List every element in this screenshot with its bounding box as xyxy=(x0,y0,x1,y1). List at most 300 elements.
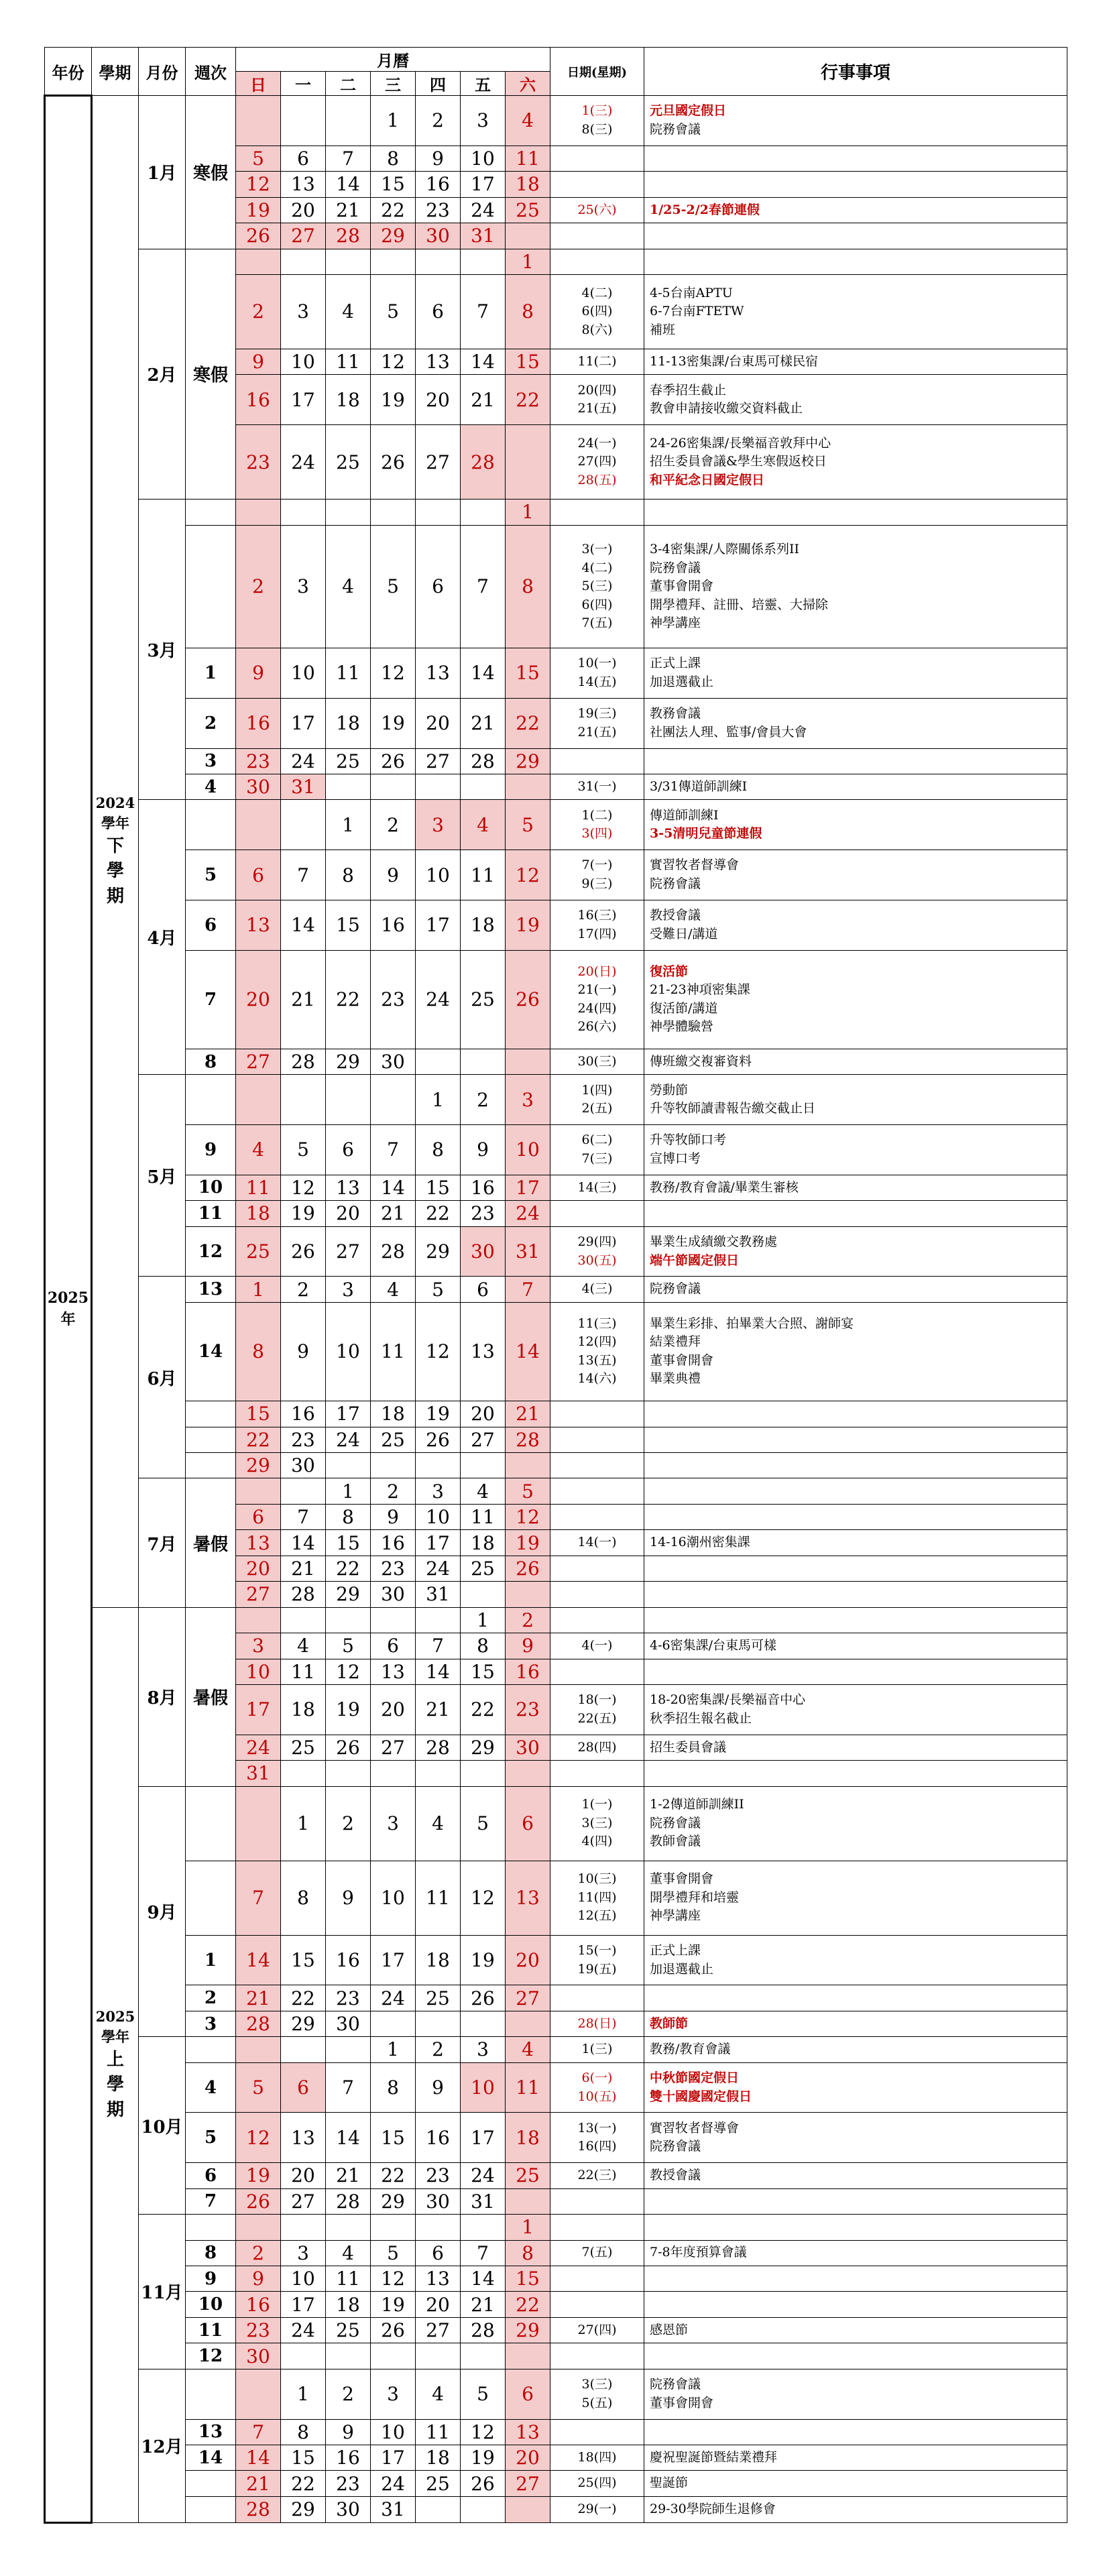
event-cell xyxy=(644,2471,1067,2496)
day-cell xyxy=(236,2215,281,2240)
event-date: 14(一) xyxy=(577,1535,617,1550)
event-date: 25(六) xyxy=(577,202,617,217)
event-date: 16(四) xyxy=(577,2139,617,2154)
week-cell xyxy=(186,1075,236,1125)
event-cell xyxy=(644,145,1067,171)
day-cell: 31 xyxy=(461,223,506,249)
event-date: 2(五) xyxy=(581,1101,613,1116)
event-text: 院務會議 xyxy=(650,2139,701,2154)
day-cell xyxy=(506,774,550,799)
day-cell: 3 xyxy=(236,1633,281,1659)
day-cell: 22 xyxy=(506,375,550,425)
event-cell xyxy=(644,1685,1067,1735)
day-cell: 17 xyxy=(461,2113,506,2163)
calendar-row xyxy=(45,1125,1067,1175)
day-cell: 31 xyxy=(236,1761,281,1786)
day-cell: 3 xyxy=(461,96,506,146)
event-text: 院務會議 xyxy=(650,121,701,137)
term-label-line: 學年 xyxy=(101,2028,129,2046)
event-text: 院務會議 xyxy=(650,2377,701,2392)
date-cell xyxy=(550,2163,644,2188)
event-date: 1(一) xyxy=(581,1797,613,1812)
day-cell: 30 xyxy=(416,223,461,249)
event-date: 3(三) xyxy=(581,2377,613,2392)
day-cell: 18 xyxy=(506,2113,550,2163)
event-text: 教會申請接收繳交資料截止 xyxy=(650,401,803,416)
day-cell: 3 xyxy=(371,2369,416,2419)
event-cell xyxy=(644,1735,1067,1760)
day-cell: 8 xyxy=(281,1861,326,1935)
day-cell: 11 xyxy=(236,1175,281,1200)
day-cell: 14 xyxy=(506,1302,550,1401)
event-date: 14(三) xyxy=(577,1179,617,1195)
day-cell: 1 xyxy=(326,1478,371,1504)
day-cell: 15 xyxy=(281,1935,326,1985)
day-cell: 17 xyxy=(281,698,326,748)
day-cell: 12 xyxy=(461,1861,506,1935)
day-cell: 5 xyxy=(371,274,416,349)
date-cell xyxy=(550,1786,644,1861)
day-cell: 23 xyxy=(416,2163,461,2188)
day-cell xyxy=(371,249,416,274)
day-cell xyxy=(461,500,506,525)
day-cell xyxy=(371,1607,416,1633)
day-cell xyxy=(416,1761,461,1786)
day-cell: 2 xyxy=(371,1478,416,1504)
day-cell: 9 xyxy=(236,349,281,374)
day-cell xyxy=(416,1452,461,1478)
day-cell: 10 xyxy=(461,2062,506,2113)
week-cell: 8 xyxy=(186,2240,236,2266)
day-cell: 14 xyxy=(326,2113,371,2163)
event-text: 招生委員會議 xyxy=(650,1739,727,1755)
day-cell: 18 xyxy=(326,698,371,748)
week-cell: 14 xyxy=(186,2445,236,2470)
day-cell: 20 xyxy=(416,375,461,425)
day-cell: 28 xyxy=(371,1226,416,1277)
calendar-header: 月曆 xyxy=(236,48,550,72)
day-cell: 4 xyxy=(281,1633,326,1659)
day-cell: 24 xyxy=(281,425,326,500)
term-label-line: 學年 xyxy=(101,815,129,832)
event-date: 14(五) xyxy=(577,674,617,689)
day-cell: 8 xyxy=(506,274,550,349)
day-cell: 28 xyxy=(416,1735,461,1760)
day-cell: 20 xyxy=(236,950,281,1049)
day-cell: 29 xyxy=(326,1582,371,1607)
day-cell: 12 xyxy=(371,349,416,374)
event-text: 院務會議 xyxy=(650,1281,701,1297)
day-cell: 14 xyxy=(461,349,506,374)
day-cell: 29 xyxy=(416,1226,461,1277)
day-cell xyxy=(281,800,326,850)
date-cell xyxy=(550,950,644,1049)
event-cell xyxy=(644,525,1067,648)
day-cell: 10 xyxy=(416,1504,461,1529)
day-cell xyxy=(416,774,461,799)
calendar-row xyxy=(45,774,1067,799)
event-text: 教授會議 xyxy=(650,908,701,923)
day-cell: 1 xyxy=(506,2215,550,2240)
term-label-line: 下 xyxy=(106,835,124,856)
day-cell: 10 xyxy=(416,850,461,900)
day-cell: 24 xyxy=(371,2471,416,2496)
event-date: 8(三) xyxy=(581,121,613,137)
day-cell: 20 xyxy=(371,1685,416,1735)
day-cell: 26 xyxy=(281,1226,326,1277)
day-cell: 16 xyxy=(236,698,281,748)
date-cell xyxy=(550,1277,644,1302)
day-cell: 11 xyxy=(416,2419,461,2445)
date-cell xyxy=(550,1735,644,1760)
calendar-row xyxy=(45,2215,1067,2240)
day-cell: 23 xyxy=(506,1685,550,1735)
week-cell: 6 xyxy=(186,2163,236,2188)
day-cell xyxy=(416,2215,461,2240)
day-cell: 27 xyxy=(281,223,326,249)
event-text: 院務會議 xyxy=(650,560,701,575)
day-cell: 22 xyxy=(371,197,416,223)
day-cell: 9 xyxy=(236,2266,281,2291)
day-cell: 5 xyxy=(236,145,281,171)
event-date: 17(四) xyxy=(577,926,617,941)
year-cell xyxy=(45,96,92,2523)
term-label-line: 學 xyxy=(106,861,124,882)
day-cell: 20 xyxy=(461,1401,506,1427)
weekday-header: 三 xyxy=(371,72,416,96)
day-cell: 23 xyxy=(236,2317,281,2343)
term-label-line: 2025 xyxy=(95,2007,135,2025)
day-cell xyxy=(281,1607,326,1633)
term-label-line: 上 xyxy=(106,2049,124,2070)
event-text: 慶祝聖誕節暨結業禮拜 xyxy=(650,2449,778,2465)
event-text: 加退選截止 xyxy=(650,674,714,689)
event-text: 畢業生彩排、拍畢業大合照、謝師宴 xyxy=(650,1315,854,1331)
event-text: 1/25-2/2春節連假 xyxy=(650,202,760,217)
date-cell xyxy=(550,1175,644,1200)
event-date: 11(四) xyxy=(577,1889,617,1905)
day-cell: 6 xyxy=(236,1504,281,1529)
date-cell xyxy=(550,774,644,799)
day-cell: 28 xyxy=(326,223,371,249)
event-text: 正式上課 xyxy=(650,1942,701,1958)
day-cell: 1 xyxy=(371,96,416,146)
day-cell: 15 xyxy=(416,1175,461,1200)
day-cell: 27 xyxy=(416,425,461,500)
day-cell: 13 xyxy=(461,1302,506,1401)
day-cell: 26 xyxy=(371,2317,416,2343)
month-cell: 8月 xyxy=(139,1607,186,1786)
calendar-row xyxy=(45,1201,1067,1226)
event-cell xyxy=(644,1302,1067,1401)
day-cell: 7 xyxy=(326,2062,371,2113)
calendar-row xyxy=(45,1861,1067,1935)
date-cell xyxy=(550,1633,644,1659)
day-cell: 18 xyxy=(416,1935,461,1985)
day-cell: 14 xyxy=(236,1935,281,1985)
event-text: 董事會開會 xyxy=(650,579,714,594)
day-cell: 22 xyxy=(416,1201,461,1226)
calendar-row xyxy=(45,500,1067,525)
event-date: 4(一) xyxy=(581,1638,613,1653)
event-date: 26(六) xyxy=(577,1019,617,1035)
day-cell: 11 xyxy=(326,349,371,374)
calendar-row xyxy=(45,96,1067,146)
day-cell: 5 xyxy=(461,2369,506,2419)
day-cell xyxy=(236,1786,281,1861)
day-cell: 20 xyxy=(416,698,461,748)
day-cell: 3 xyxy=(281,2240,326,2266)
month-cell: 4月 xyxy=(139,800,186,1075)
day-cell xyxy=(416,1607,461,1633)
event-date: 7(一) xyxy=(581,858,613,873)
day-cell: 18 xyxy=(461,900,506,950)
day-cell xyxy=(506,1452,550,1478)
day-cell: 25 xyxy=(326,748,371,774)
calendar-row xyxy=(45,2343,1067,2369)
day-cell: 22 xyxy=(506,698,550,748)
date-cell xyxy=(550,1478,644,1504)
day-cell xyxy=(326,249,371,274)
day-cell: 12 xyxy=(506,850,550,900)
day-cell: 11 xyxy=(461,1504,506,1529)
day-cell: 26 xyxy=(461,2471,506,2496)
day-cell: 2 xyxy=(416,2037,461,2062)
event-date: 9(三) xyxy=(581,876,613,892)
event-text: 畢業典禮 xyxy=(650,1371,701,1387)
event-text: 29-30學院師生退修會 xyxy=(650,2502,776,2517)
event-cell xyxy=(644,698,1067,748)
day-cell: 30 xyxy=(416,2188,461,2214)
week-cell: 7 xyxy=(186,2188,236,2214)
week-cell xyxy=(186,2471,236,2496)
day-cell: 18 xyxy=(461,1530,506,1556)
date-cell xyxy=(550,223,644,249)
day-cell: 16 xyxy=(506,1659,550,1684)
week-cell: 2 xyxy=(186,698,236,748)
day-cell: 16 xyxy=(461,1175,506,1200)
day-cell: 9 xyxy=(506,1633,550,1659)
event-cell xyxy=(644,349,1067,374)
day-cell: 2 xyxy=(281,1277,326,1302)
day-cell xyxy=(461,774,506,799)
event-cell xyxy=(644,1607,1067,1633)
day-cell: 6 xyxy=(461,1277,506,1302)
day-cell: 22 xyxy=(461,1685,506,1735)
day-cell: 29 xyxy=(506,2317,550,2343)
day-cell: 14 xyxy=(461,2266,506,2291)
week-cell xyxy=(186,525,236,648)
event-cell xyxy=(644,1401,1067,1427)
calendar-row xyxy=(45,1607,1067,1633)
week-cell: 2 xyxy=(186,1985,236,2011)
week-cell xyxy=(186,2037,236,2062)
day-cell xyxy=(236,1075,281,1125)
day-cell: 11 xyxy=(281,1659,326,1684)
day-cell: 14 xyxy=(371,1175,416,1200)
event-date: 10(三) xyxy=(577,1871,617,1887)
day-cell: 29 xyxy=(281,2011,326,2036)
day-cell: 21 xyxy=(236,2471,281,2496)
event-date: 18(四) xyxy=(577,2449,617,2465)
day-cell: 16 xyxy=(326,1935,371,1985)
calendar-row xyxy=(45,1985,1067,2011)
event-cell xyxy=(644,223,1067,249)
day-cell: 24 xyxy=(506,1201,550,1226)
day-cell xyxy=(506,2188,550,2214)
date-cell xyxy=(550,1861,644,1935)
day-cell: 4 xyxy=(506,2037,550,2062)
day-cell: 11 xyxy=(371,1302,416,1401)
day-cell: 21 xyxy=(461,375,506,425)
event-date: 29(四) xyxy=(577,1234,617,1249)
day-cell: 13 xyxy=(281,172,326,197)
date-cell xyxy=(550,850,644,900)
event-date: 15(一) xyxy=(577,1942,617,1958)
day-cell: 7 xyxy=(371,1125,416,1175)
week-cell xyxy=(186,800,236,850)
day-cell: 26 xyxy=(506,1556,550,1581)
day-cell: 19 xyxy=(461,2445,506,2470)
event-text: 實習牧者督導會 xyxy=(650,2120,740,2135)
event-text: 18-20密集課/長樂福音中心 xyxy=(650,1692,806,1708)
day-cell: 12 xyxy=(326,1659,371,1684)
day-cell: 10 xyxy=(326,1302,371,1401)
event-text: 開學禮拜、註冊、培靈、大掃除 xyxy=(650,597,829,612)
day-cell: 16 xyxy=(416,2113,461,2163)
day-cell: 21 xyxy=(281,1556,326,1581)
day-cell xyxy=(326,1452,371,1478)
date-cell xyxy=(550,1582,644,1607)
day-cell xyxy=(461,1049,506,1074)
day-cell: 21 xyxy=(236,1985,281,2011)
day-cell xyxy=(326,774,371,799)
event-text: 宣博口考 xyxy=(650,1151,701,1166)
term-label-line: 2024 xyxy=(95,794,135,811)
date-cell xyxy=(550,1302,644,1401)
day-cell: 25 xyxy=(416,1985,461,2011)
day-cell: 1 xyxy=(506,500,550,525)
day-cell: 2 xyxy=(416,96,461,146)
day-cell: 19 xyxy=(236,197,281,223)
month-cell: 11月 xyxy=(139,2215,186,2369)
event-text: 神學體驗營 xyxy=(650,1019,714,1035)
event-date: 20(四) xyxy=(577,382,617,398)
date-cell xyxy=(550,2062,644,2113)
day-cell: 24 xyxy=(326,1427,371,1452)
calendar-row xyxy=(45,2188,1067,2214)
day-cell: 16 xyxy=(371,900,416,950)
calendar-row xyxy=(45,1401,1067,1427)
day-cell: 7 xyxy=(281,850,326,900)
day-cell: 15 xyxy=(236,1401,281,1427)
day-cell: 8 xyxy=(371,145,416,171)
event-cell xyxy=(644,1861,1067,1935)
year-header: 年份 xyxy=(45,48,92,96)
day-cell: 1 xyxy=(506,249,550,274)
day-cell: 21 xyxy=(506,1401,550,1427)
day-cell xyxy=(371,1452,416,1478)
day-cell: 21 xyxy=(326,197,371,223)
day-cell: 30 xyxy=(236,774,281,799)
event-date: 21(一) xyxy=(577,982,617,998)
day-cell: 3 xyxy=(281,274,326,349)
event-date: 22(五) xyxy=(577,1710,617,1726)
day-cell: 16 xyxy=(326,2445,371,2470)
day-cell: 10 xyxy=(506,1125,550,1175)
day-cell: 2 xyxy=(506,1607,550,1633)
event-date: 7(三) xyxy=(581,1151,613,1166)
event-cell xyxy=(644,1633,1067,1659)
event-date: 25(四) xyxy=(577,2475,617,2491)
day-cell: 2 xyxy=(326,2369,371,2419)
day-cell: 4 xyxy=(326,525,371,648)
weekday-header: 一 xyxy=(281,72,326,96)
date-cell xyxy=(550,375,644,425)
event-cell xyxy=(644,1226,1067,1277)
day-cell: 26 xyxy=(371,425,416,500)
event-date: 12(五) xyxy=(577,1908,617,1924)
date-cell xyxy=(550,425,644,500)
date-cell xyxy=(550,1659,644,1684)
day-cell: 3 xyxy=(281,525,326,648)
day-cell: 13 xyxy=(236,900,281,950)
day-cell: 2 xyxy=(236,274,281,349)
event-text: 神學講座 xyxy=(650,1908,701,1924)
date-cell xyxy=(550,274,644,349)
calendar-row xyxy=(45,1935,1067,1985)
day-cell xyxy=(281,1478,326,1504)
event-cell xyxy=(644,850,1067,900)
day-cell xyxy=(371,500,416,525)
day-cell: 25 xyxy=(281,1735,326,1760)
day-cell: 4 xyxy=(416,1786,461,1861)
week-cell: 3 xyxy=(186,748,236,774)
term-cell xyxy=(92,96,139,1608)
day-cell: 25 xyxy=(326,2317,371,2343)
event-text: 1-2傳道師訓練II xyxy=(650,1797,744,1812)
event-date: 6(二) xyxy=(581,1132,613,1148)
event-text: 14-16潮州密集課 xyxy=(650,1535,750,1550)
event-cell xyxy=(644,648,1067,699)
day-cell: 5 xyxy=(506,1478,550,1504)
event-date: 30(三) xyxy=(577,1053,617,1069)
calendar-row xyxy=(45,1478,1067,1504)
day-cell: 24 xyxy=(371,1985,416,2011)
day-cell: 15 xyxy=(326,900,371,950)
event-text: 21-23神項密集課 xyxy=(650,982,750,998)
day-cell: 24 xyxy=(416,950,461,1049)
date-cell xyxy=(550,1607,644,1633)
event-date: 27(四) xyxy=(577,454,617,469)
date-cell xyxy=(550,249,644,274)
date-cell xyxy=(550,1530,644,1556)
calendar-row xyxy=(45,1302,1067,1401)
day-cell: 19 xyxy=(371,698,416,748)
day-cell: 24 xyxy=(461,197,506,223)
day-cell: 23 xyxy=(236,425,281,500)
day-cell: 20 xyxy=(281,197,326,223)
event-text: 復活節/講道 xyxy=(650,1000,718,1016)
day-cell: 14 xyxy=(236,2445,281,2470)
day-cell: 17 xyxy=(416,1530,461,1556)
day-cell: 6 xyxy=(506,2369,550,2419)
week-cell xyxy=(186,1427,236,1452)
week-cell: 12 xyxy=(186,1226,236,1277)
day-cell xyxy=(371,2343,416,2369)
date-cell xyxy=(550,2113,644,2163)
day-cell: 13 xyxy=(236,1530,281,1556)
